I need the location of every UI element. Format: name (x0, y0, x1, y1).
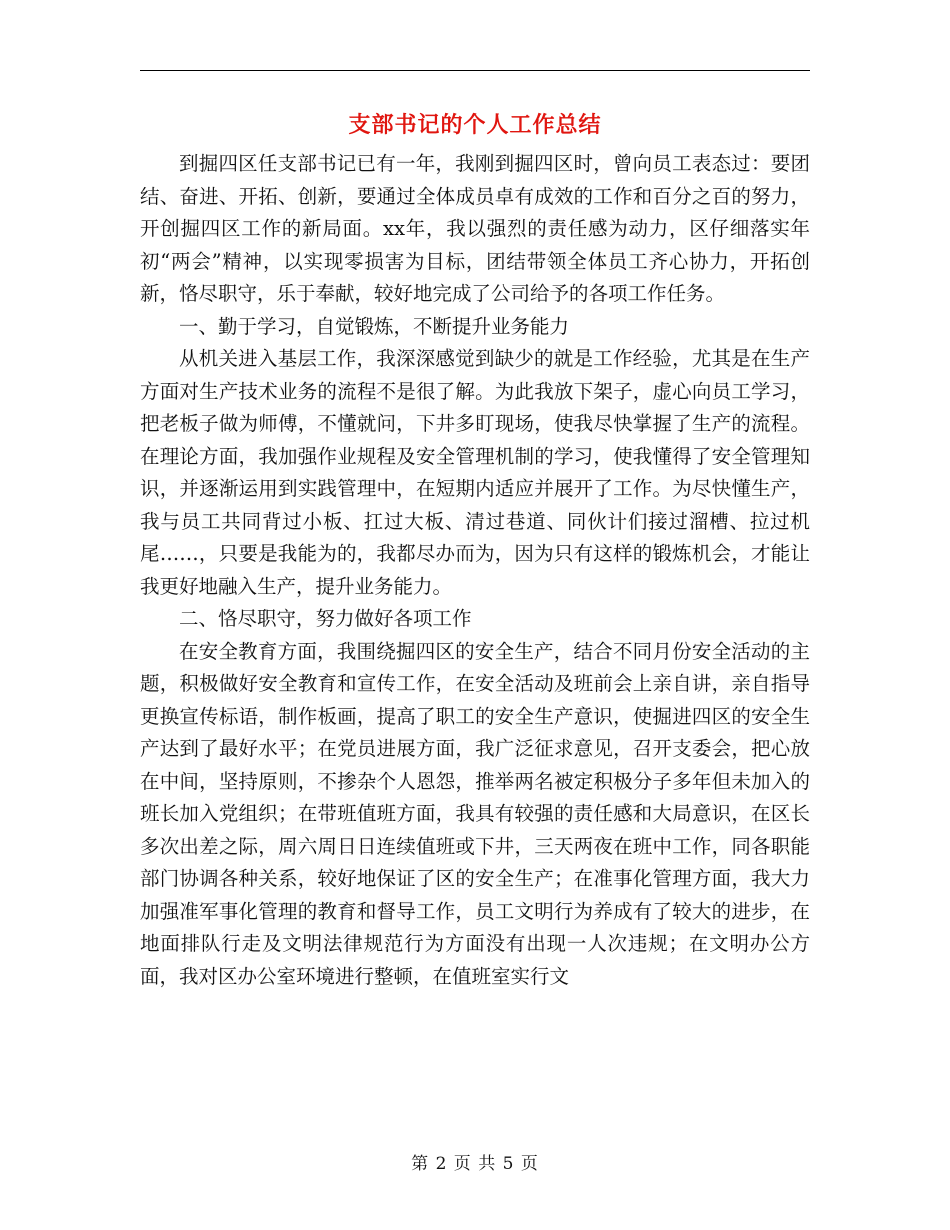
document-body (140, 148, 810, 993)
paragraph-learning: 从机关进入基层工作，我深深感觉到缺少的就是工作经验，尤其是在生产方面对生产技术业务的流程不是很了解。为此我放下架子，虚心向员工学习，把老板子做为师傅，不懂就问，下井多盯现场，使我尽快掌握了生产的流程。在理论方面，我加强作业规程及安全管理机制的学习，使我懂得了安全管理知识，并逐渐运用到实践管理中，在短期内适应并展开了工作。为尽快懂生产，我与员工共同背过小板、扛过大板、清过巷道、同伙计们接过溜槽、拉过机尾……，只要是我能为的，我都尽办而为，因为只有这样的锻炼机会，才能让我更好地融入生产，提升业务能力。 (140, 347, 810, 598)
document-title: 支部书记的个人工作总结 (348, 113, 602, 138)
header-rule (140, 70, 810, 71)
page-number-footer: 第 2 页 共 5 页 (411, 1154, 539, 1174)
paragraph-duties: 在安全教育方面，我围绕掘四区的安全生产，结合不同月份安全活动的主题，积极做好安全教育和宣传工作，在安全活动及班前会上亲自讲，亲自指导更换宣传标语，制作板画，提高了职工的安全生产意识，使掘进四区的安全生产达到了最好水平；在党员进展方面，我广泛征求意见，召开支委会，把心放在中间，坚持原则，不掺杂个人恩怨，推举两名被定积极分子多年但未加入的班长加入党组织；在带班值班方面，我具有较强的责任感和大局意识，在区长多次出差之际，周六周日日连续值班或下井，三天两夜在班中工作，同各职能部门协调各种关系，较好地保证了区的安全生产；在准事化管理方面，我大力加强准军事化管理的教育和督导工作，员工文明行为养成有了较大的进步，在地面排队行走及文明法律规范行为方面没有出现一人次违规；在文明办公方面，我对区办公室环境进行整顿，在值班室实行文 (140, 639, 810, 988)
paragraph-intro: 到掘四区任支部书记已有一年，我刚到掘四区时，曾向员工表态过：要团结、奋进、开拓、创新，要通过全体成员卓有成效的工作和百分之百的努力，开创掘四区工作的新局面。xx年，我以强烈的责任感为动力，区仔细落实年初“两会”精神，以实现零损害为目标，团结带领全体员工齐心协力，开拓创新，恪尽职守，乐于奉献，较好地完成了公司给予的各项工作任务。 (140, 152, 810, 305)
section-heading-2: 二、恪尽职守，努力做好各项工作 (179, 607, 472, 630)
section-heading-1: 一、勤于学习，自觉锻炼，不断提升业务能力 (179, 314, 570, 338)
